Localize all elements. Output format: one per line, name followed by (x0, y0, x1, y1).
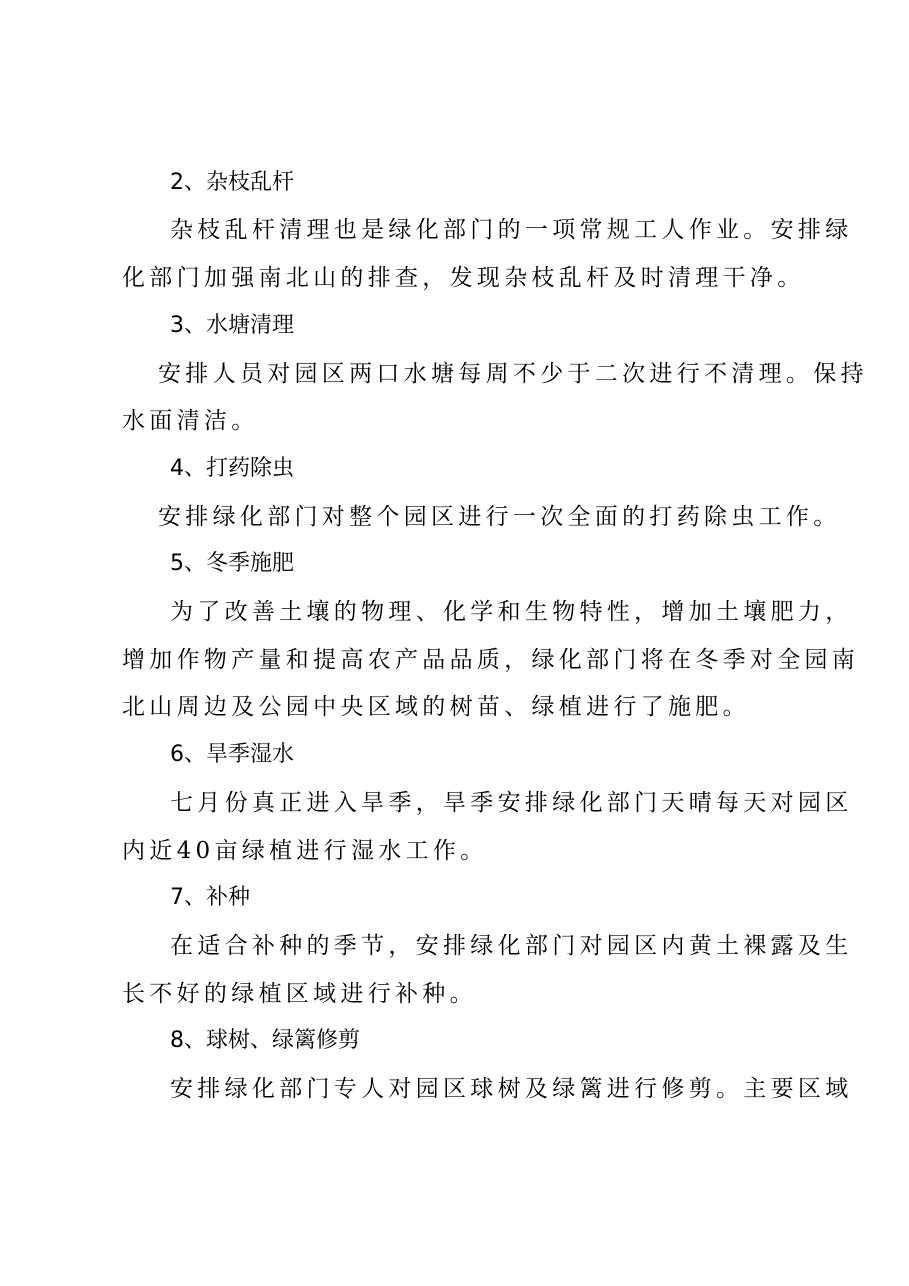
section-heading: 3、水塘清理 (170, 313, 294, 338)
section-heading: 4、打药除虫 (170, 456, 294, 481)
section-heading: 8、球树、绿篱修剪 (170, 1028, 360, 1053)
paragraph-line: 化部门加强南北山的排查，发现杂枝乱杆及时清理干净。 (122, 265, 805, 291)
paragraph-line: 水面清洁。 (122, 408, 259, 434)
section-heading: 7、补种 (170, 885, 250, 910)
paragraph-line: 安排绿化部门专人对园区球树及绿篱进行修剪。主要区域 (170, 1076, 853, 1102)
section-heading: 5、冬季施肥 (170, 551, 294, 576)
section-heading: 6、旱季湿水 (170, 742, 294, 767)
paragraph-line: 长不好的绿植区域进行补种。 (122, 981, 477, 1007)
paragraph-line: 北山周边及公园中央区域的树苗、绿植进行了施肥。 (122, 694, 750, 720)
paragraph-line: 在适合补种的季节，安排绿化部门对园区内黄土裸露及生 (170, 933, 853, 959)
paragraph-line: 杂枝乱杆清理也是绿化部门的一项常规工人作业。安排绿 (170, 217, 853, 243)
paragraph-line: 为了改善土壤的物理、化学和生物特性，增加土壤肥力， (170, 599, 853, 625)
section-heading: 2、杂枝乱杆 (170, 170, 294, 195)
paragraph-line: 七月份真正进入旱季，旱季安排绿化部门天晴每天对园区 (170, 790, 853, 816)
paragraph-line: 安排人员对园区两口水塘每周不少于二次进行不清理。保持 (158, 361, 868, 387)
paragraph-line: 内近40亩绿植进行湿水工作。 (122, 838, 488, 864)
paragraph-line: 增加作物产量和提高农产品品质，绿化部门将在冬季对全园南 (122, 647, 860, 673)
paragraph-line: 安排绿化部门对整个园区进行一次全面的打药除虫工作。 (158, 504, 841, 530)
